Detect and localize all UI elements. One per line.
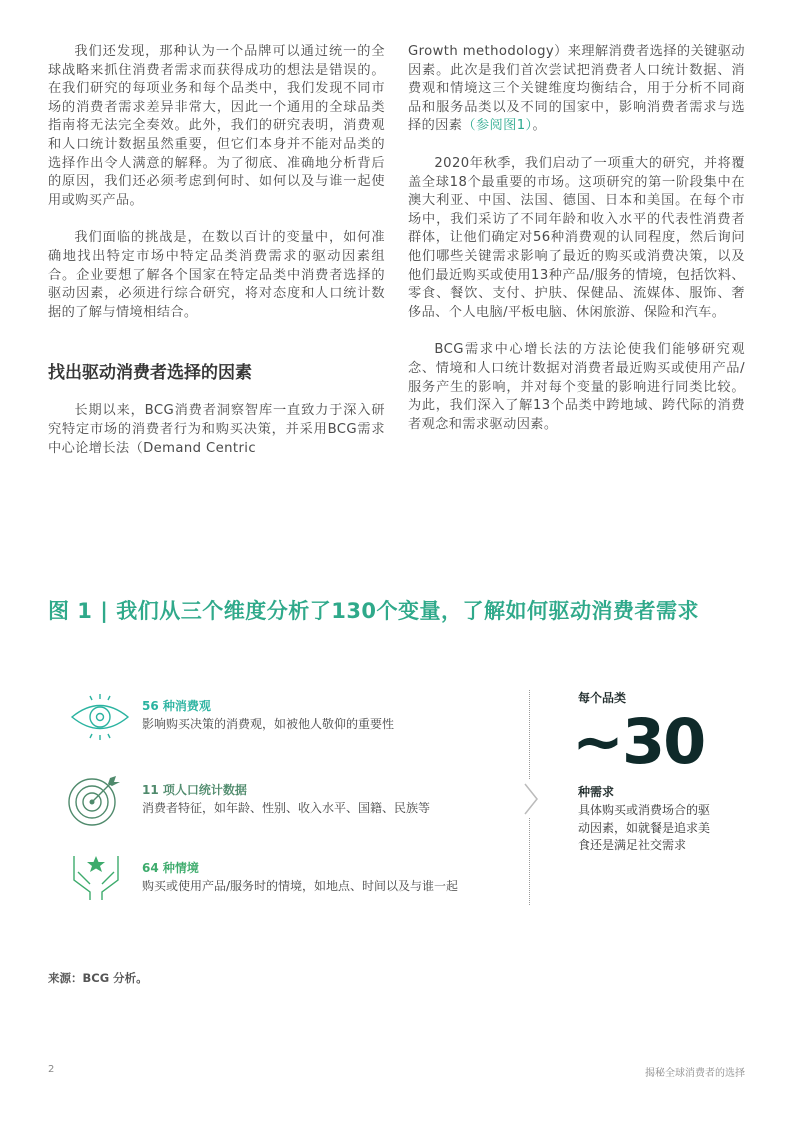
figure-title: 图 1 | 我们从三个维度分析了130个变量，了解如何驱动消费者需求	[48, 599, 700, 623]
figure-reference-link[interactable]: （参阅图1）	[462, 118, 533, 134]
page-number: 2	[48, 1064, 55, 1075]
footer-title: 揭秘全球消费者的选择	[645, 1068, 745, 1079]
paragraph: 2020年秋季，我们启动了一项重大的研究，并将覆盖全球18个最重要的市场。这项研究的第一阶段集中在澳大利亚、中国、法国、德国、日本和美国。在每个市场中，我们采访了不同年龄和收入水平的代表性消费者群体，让他们确定对56种消费观的认同程度，然后询问他们哪些关键需求影响了最近的购买或消费决策，以及他们最近购买或使用13种产品/服务的情境，包括饮料、零食、餐饮、支付、护肤、保健品、流媒体、服饰、奢侈品、个人电脑/平板电脑、休闲旅游、保险和汽车。	[408, 155, 745, 320]
result-unit: 种需求	[578, 785, 615, 799]
paragraph	[408, 43, 745, 136]
item-title: 11 项人口统计数据	[142, 783, 247, 797]
item-description: 购买或使用产品/服务时的情境，如地点、时间以及与谁一起	[142, 879, 459, 893]
left-column	[48, 43, 385, 458]
result-number: ~30	[572, 705, 705, 778]
target-icon	[66, 772, 122, 828]
result-description: 具体购买或消费场合的驱动因素，如就餐是追求美食还是满足社交需求	[578, 803, 711, 852]
paragraph: 我们面临的挑战是，在数以百计的变量中，如何准确地找出特定市场中特定品类消费需求的驱动因素组合。企业要想了解各个国家在特定品类中消费者选择的驱动因素，必须进行综合研究，将对态度和人口统计数据的了解与情境相结合。	[48, 230, 385, 320]
hands-star-icon	[70, 852, 126, 902]
paragraph: 长期以来，BCG消费者洞察智库一直致力于深入研究特定市场的消费者行为和购买决策，并采用BCG需求中心论增长法（Demand Centric	[48, 403, 385, 456]
right-column	[408, 43, 745, 434]
chevron-right-icon	[519, 780, 543, 818]
paragraph-text: Growth methodology）来理解消费者选择的关键驱动因素。此次是我们首次尝试把消费者人口统计数据、消费观和情境这三个关键维度均衡结合，用于分析不同商品和服务品类以及不同的国家中，影响消费者需求与选择的因素	[408, 44, 745, 134]
item-title: 64 种情境	[142, 861, 199, 875]
eye-icon	[68, 692, 132, 742]
source-note: 来源：BCG 分析。	[48, 971, 148, 985]
paragraph: BCG需求中心增长法的方法论使我们能够研究观念、情境和人口统计数据对消费者最近购买或使用产品/服务产生的影响，并对每个变量的影响进行同类比较。为此，我们深入了解13个品类中跨地域、跨代际的消费者观念和需求驱动因素。	[408, 342, 745, 432]
paragraph-end: 。	[532, 118, 547, 134]
item-title: 56 种消费观	[142, 699, 211, 713]
item-description: 消费者特征，如年龄、性别、收入水平、国籍、民族等	[142, 801, 431, 815]
paragraph: 我们还发现，那种认为一个品牌可以通过统一的全球战略来抓住消费者需求而获得成功的想法是错误的。在我们研究的每项业务和每个品类中，我们发现不同市场的消费者需求差异非常大，因此一个通用的全球品类指南将无法完全奏效。此外，我们的研究表明，消费观和人口统计数据虽然重要，但它们本身并不能对品类的选择作出令人满意的解释。为了彻底、准确地分析背后的原因，我们还必须考虑到何时、如何以及与谁一起使用或购买产品。	[48, 44, 385, 208]
result-label: 每个品类	[578, 691, 627, 705]
section-heading: 找出驱动消费者选择的因素	[48, 363, 252, 384]
item-description: 影响购买决策的消费观，如被他人敬仰的重要性	[142, 717, 395, 731]
